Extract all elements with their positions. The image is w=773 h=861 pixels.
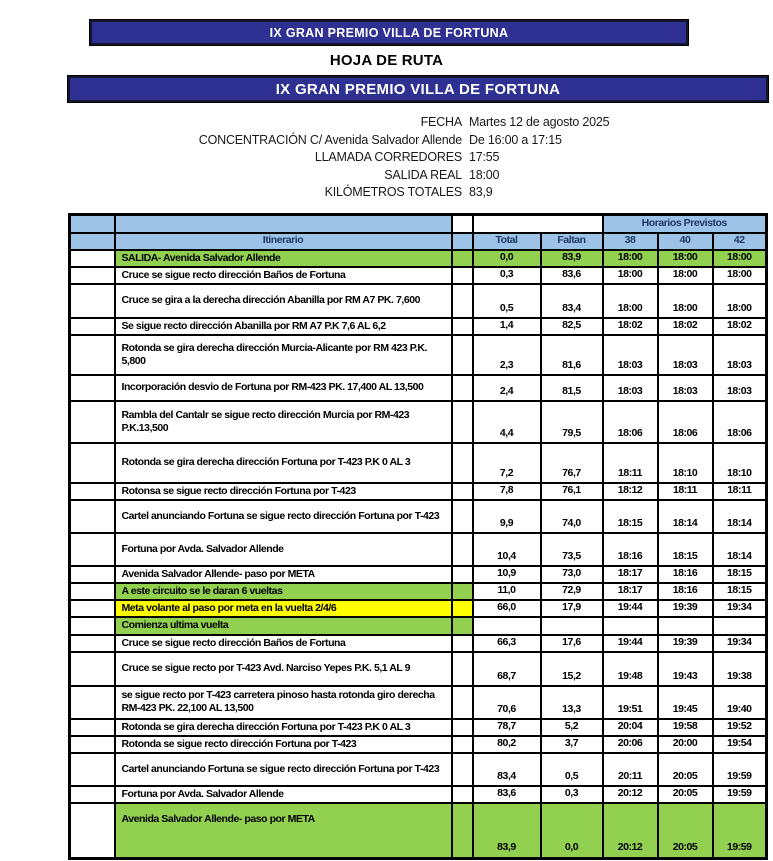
spacer-cell: [452, 635, 473, 652]
table-row: [70, 533, 767, 566]
time-38-cell: 18:06: [603, 401, 658, 443]
time-42-cell: 18:03: [713, 335, 767, 375]
info-line: [0, 167, 773, 185]
time-38-cell: 19:44: [603, 600, 658, 617]
totals-spacer-header: [473, 215, 603, 233]
time-42-cell: 19:34: [713, 635, 767, 652]
spacer-cell: [452, 600, 473, 617]
itinerary-cell: Fortuna por Avda. Salvador Allende: [115, 786, 452, 803]
time-38-cell: 20:06: [603, 736, 658, 753]
time-42-cell: 18:00: [713, 267, 767, 284]
marker-column-header: [70, 215, 115, 233]
horarios-previstos-header: Horarios Previstos: [603, 215, 767, 233]
banner-second: [68, 76, 768, 102]
total-cell: 68,7: [473, 652, 541, 686]
time-42-cell: 18:15: [713, 566, 767, 583]
info-value: 18:00: [469, 167, 500, 182]
time-42-cell: 18:11: [713, 483, 767, 500]
total-cell: [473, 617, 541, 634]
table-row: [70, 500, 767, 533]
total-cell: 2,4: [473, 375, 541, 401]
spacer-cell: [452, 284, 473, 318]
spacer-cell: [452, 483, 473, 500]
time-40-cell: 18:16: [658, 566, 713, 583]
time-42-cell: 19:38: [713, 652, 767, 686]
table-row: [70, 600, 767, 617]
time-42-cell: 18:14: [713, 500, 767, 533]
faltan-cell: 0,3: [541, 786, 603, 803]
time-42-cell: 18:15: [713, 583, 767, 600]
total-column-header: Total: [473, 233, 541, 250]
spacer-cell: [452, 335, 473, 375]
row-marker-cell: [70, 284, 115, 318]
table-row: [70, 635, 767, 652]
time-38-cell: 18:17: [603, 566, 658, 583]
time-40-cell: 18:03: [658, 375, 713, 401]
faltan-cell: 76,1: [541, 483, 603, 500]
time-38-cell: 18:02: [603, 318, 658, 335]
itinerary-cell: se sigue recto por T-423 carretera pinoso hasta rotonda giro derecha RM-423 PK. 22,100 AL 13,500: [115, 686, 452, 719]
total-cell: 10,4: [473, 533, 541, 566]
info-label: LLAMADA CORREDORES: [314, 150, 462, 164]
row-marker-cell: [70, 736, 115, 753]
itinerary-cell: SALIDA- Avenida Salvador Allende: [115, 250, 452, 267]
time-42-cell: 18:06: [713, 401, 767, 443]
total-cell: 66,0: [473, 600, 541, 617]
total-cell: 2,3: [473, 335, 541, 375]
total-cell: 4,4: [473, 401, 541, 443]
time-38-cell: 18:00: [603, 284, 658, 318]
faltan-cell: 17,9: [541, 600, 603, 617]
spacer-cell: [452, 583, 473, 600]
itinerary-cell: Cruce se sigue recto dirección Baños de Fortuna: [115, 267, 452, 284]
spacer-cell: [452, 753, 473, 786]
faltan-cell: 83,4: [541, 284, 603, 318]
time-40-cell: 18:15: [658, 533, 713, 566]
spacer-cell: [452, 250, 473, 267]
total-cell: 1,4: [473, 318, 541, 335]
row-marker-cell: [70, 250, 115, 267]
time-42-cell: 19:59: [713, 753, 767, 786]
time-40-column-header: 40: [658, 233, 713, 250]
time-38-cell: 20:11: [603, 753, 658, 786]
row-marker-cell: [70, 635, 115, 652]
table-row: [70, 753, 767, 786]
row-marker-cell: [70, 375, 115, 401]
spacer-column-header: [452, 215, 473, 233]
banner-top: [90, 20, 688, 45]
faltan-cell: 82,5: [541, 318, 603, 335]
time-42-cell: 18:10: [713, 443, 767, 483]
total-cell: 7,8: [473, 483, 541, 500]
faltan-cell: 73,5: [541, 533, 603, 566]
time-40-cell: 18:16: [658, 583, 713, 600]
time-40-cell: 18:03: [658, 335, 713, 375]
itinerary-column-header: Itinerario: [115, 233, 452, 250]
time-40-cell: 18:02: [658, 318, 713, 335]
spacer-cell: [452, 500, 473, 533]
faltan-cell: 83,6: [541, 267, 603, 284]
faltan-cell: [541, 617, 603, 634]
route-table-body: [70, 250, 767, 859]
time-40-cell: 19:39: [658, 635, 713, 652]
table-row: [70, 375, 767, 401]
row-marker-cell: [70, 335, 115, 375]
faltan-cell: 5,2: [541, 719, 603, 736]
table-row: [70, 583, 767, 600]
total-cell: 11,0: [473, 583, 541, 600]
faltan-cell: 81,5: [541, 375, 603, 401]
time-40-cell: 20:05: [658, 753, 713, 786]
total-cell: 9,9: [473, 500, 541, 533]
itinerary-column-spacer: [115, 215, 452, 233]
row-marker-cell: [70, 803, 115, 858]
banner-top-title: IX GRAN PREMIO VILLA DE FORTUNA: [269, 25, 509, 40]
table-row: [70, 786, 767, 803]
time-38-cell: 18:15: [603, 500, 658, 533]
spacer-cell: [452, 267, 473, 284]
itinerary-cell: Se sigue recto dirección Abanilla por RM A7 P.K 7,6 AL 6,2: [115, 318, 452, 335]
time-42-cell: 19:54: [713, 736, 767, 753]
faltan-cell: 0,5: [541, 753, 603, 786]
table-row: [70, 566, 767, 583]
total-cell: 83,6: [473, 786, 541, 803]
faltan-cell: 0,0: [541, 803, 603, 858]
info-value: 17:55: [469, 150, 500, 164]
time-38-cell: 19:44: [603, 635, 658, 652]
row-marker-cell: [70, 566, 115, 583]
time-42-cell: 19:34: [713, 600, 767, 617]
table-row: [70, 483, 767, 500]
spacer-cell: [452, 652, 473, 686]
itinerary-cell: Avenida Salvador Allende- paso por META: [115, 803, 452, 858]
table-header-row: [70, 233, 767, 250]
time-42-column-header: 42: [713, 233, 767, 250]
itinerary-cell: Cruce se sigue recto dirección Baños de Fortuna: [115, 635, 452, 652]
total-cell: 83,4: [473, 753, 541, 786]
row-marker-cell: [70, 719, 115, 736]
row-marker-cell: [70, 786, 115, 803]
spacer-cell: [452, 401, 473, 443]
spacer-cell: [452, 786, 473, 803]
time-38-cell: 18:00: [603, 250, 658, 267]
row-marker-cell: [70, 483, 115, 500]
time-40-cell: 19:43: [658, 652, 713, 686]
time-40-cell: 18:06: [658, 401, 713, 443]
spacer-cell: [452, 533, 473, 566]
faltan-cell: 15,2: [541, 652, 603, 686]
info-line: [0, 132, 773, 150]
table-row: [70, 736, 767, 753]
row-marker-cell: [70, 267, 115, 284]
time-38-cell: 19:51: [603, 686, 658, 719]
time-38-cell: 18:16: [603, 533, 658, 566]
time-38-cell: 18:17: [603, 583, 658, 600]
total-cell: 83,9: [473, 803, 541, 858]
row-marker-cell: [70, 533, 115, 566]
itinerary-cell: Cruce se gira a la derecha dirección Abanilla por RM A7 PK. 7,600: [115, 284, 452, 318]
spacer-cell: [452, 719, 473, 736]
banner-second-title: IX GRAN PREMIO VILLA DE FORTUNA: [275, 80, 561, 98]
itinerary-cell: Meta volante al paso por meta en la vuelta 2/4/6: [115, 600, 452, 617]
row-marker-cell: [70, 617, 115, 634]
time-42-cell: 18:02: [713, 318, 767, 335]
time-42-cell: 18:14: [713, 533, 767, 566]
table-row: [70, 686, 767, 719]
time-38-cell: 19:48: [603, 652, 658, 686]
time-40-cell: 20:00: [658, 736, 713, 753]
time-42-cell: 19:59: [713, 786, 767, 803]
time-42-cell: 19:59: [713, 803, 767, 858]
time-40-cell: 19:39: [658, 600, 713, 617]
time-40-cell: 18:10: [658, 443, 713, 483]
itinerary-cell: Fortuna por Avda. Salvador Allende: [115, 533, 452, 566]
faltan-cell: 81,6: [541, 335, 603, 375]
time-42-cell: [713, 617, 767, 634]
table-row: [70, 335, 767, 375]
total-cell: 78,7: [473, 719, 541, 736]
spacer-cell: [452, 803, 473, 858]
table-row: [70, 267, 767, 284]
time-38-cell: 18:03: [603, 375, 658, 401]
itinerary-cell: A este circuito se le daran 6 vueltas: [115, 583, 452, 600]
info-line: [0, 184, 773, 202]
faltan-cell: 83,9: [541, 250, 603, 267]
faltan-cell: 3,7: [541, 736, 603, 753]
info-label: CONCENTRACIÓN C/ Avenida Salvador Allende: [198, 132, 462, 147]
time-38-cell: 18:00: [603, 267, 658, 284]
itinerary-cell: Cruce se sigue recto por T-423 Avd. Narciso Yepes P.K. 5,1 AL 9: [115, 652, 452, 686]
time-42-cell: 18:00: [713, 250, 767, 267]
table-row: [70, 719, 767, 736]
info-line: [0, 149, 773, 167]
faltan-cell: 76,7: [541, 443, 603, 483]
time-40-cell: 18:14: [658, 500, 713, 533]
time-38-cell: 18:11: [603, 443, 658, 483]
time-38-column-header: 38: [603, 233, 658, 250]
total-cell: 0,3: [473, 267, 541, 284]
table-row: [70, 318, 767, 335]
time-40-cell: 18:00: [658, 250, 713, 267]
row-marker-cell: [70, 753, 115, 786]
total-cell: 10,9: [473, 566, 541, 583]
info-value: 83,9: [469, 185, 493, 199]
table-row: [70, 443, 767, 483]
total-cell: 0,5: [473, 284, 541, 318]
itinerary-cell: Rambla del Cantalr se sigue recto dirección Murcia por RM-423 P.K.13,500: [115, 401, 452, 443]
time-42-cell: 18:03: [713, 375, 767, 401]
info-value: Martes 12 de agosto 2025: [469, 115, 610, 129]
row-marker-cell: [70, 318, 115, 335]
time-40-cell: 19:45: [658, 686, 713, 719]
itinerary-cell: Rotonda se gira derecha dirección Murcia-Alicante por RM 423 P.K. 5,800: [115, 335, 452, 375]
time-40-cell: 19:58: [658, 719, 713, 736]
time-40-cell: 18:11: [658, 483, 713, 500]
time-38-cell: 18:12: [603, 483, 658, 500]
time-40-cell: 18:00: [658, 284, 713, 318]
table-row: [70, 617, 767, 634]
info-label: KILÓMETROS TOTALES: [324, 185, 462, 199]
time-40-cell: 18:00: [658, 267, 713, 284]
faltan-cell: 72,9: [541, 583, 603, 600]
time-42-cell: 19:40: [713, 686, 767, 719]
info-line: [0, 114, 773, 132]
marker-column-header: [70, 233, 115, 250]
total-cell: 80,2: [473, 736, 541, 753]
table-row: [70, 401, 767, 443]
spacer-cell: [452, 375, 473, 401]
table-row: [70, 284, 767, 318]
row-marker-cell: [70, 443, 115, 483]
info-label: SALIDA REAL: [384, 167, 462, 182]
row-marker-cell: [70, 500, 115, 533]
time-38-cell: 20:12: [603, 803, 658, 858]
row-marker-cell: [70, 583, 115, 600]
itinerary-cell: Rotonda se gira derecha dirección Fortuna por T-423 P.K 0 AL 3: [115, 719, 452, 736]
row-marker-cell: [70, 652, 115, 686]
row-marker-cell: [70, 401, 115, 443]
itinerary-cell: Incorporación desvio de Fortuna por RM-423 PK. 17,400 AL 13,500: [115, 375, 452, 401]
faltan-cell: 17,6: [541, 635, 603, 652]
total-cell: 70,6: [473, 686, 541, 719]
time-38-cell: 20:04: [603, 719, 658, 736]
spacer-column-header: [452, 233, 473, 250]
total-cell: 7,2: [473, 443, 541, 483]
table-row: [70, 803, 767, 858]
row-marker-cell: [70, 686, 115, 719]
spacer-cell: [452, 736, 473, 753]
itinerary-cell: Cartel anunciando Fortuna se sigue recto dirección Fortuna por T-423: [115, 500, 452, 533]
info-value: De 16:00 a 17:15: [469, 132, 562, 147]
spacer-cell: [452, 686, 473, 719]
time-42-cell: 19:52: [713, 719, 767, 736]
table-group-header-row: [70, 215, 767, 233]
itinerary-cell: Cartel anunciando Fortuna se sigue recto dirección Fortuna por T-423: [115, 753, 452, 786]
row-marker-cell: [70, 600, 115, 617]
itinerary-cell: Comienza ultima vuelta: [115, 617, 452, 634]
faltan-cell: 73,0: [541, 566, 603, 583]
table-row: [70, 250, 767, 267]
time-38-cell: [603, 617, 658, 634]
itinerary-cell: Rotonda se gira derecha dirección Fortuna por T-423 P.K 0 AL 3: [115, 443, 452, 483]
faltan-cell: 13,3: [541, 686, 603, 719]
info-label: FECHA: [420, 115, 462, 129]
spacer-cell: [452, 318, 473, 335]
faltan-cell: 74,0: [541, 500, 603, 533]
total-cell: 66,3: [473, 635, 541, 652]
time-40-cell: 20:05: [658, 803, 713, 858]
page-subtitle: HOJA DE RUTA: [329, 52, 444, 69]
table-row: [70, 652, 767, 686]
faltan-cell: 79,5: [541, 401, 603, 443]
time-38-cell: 20:12: [603, 786, 658, 803]
info-block: [0, 114, 773, 202]
time-40-cell: [658, 617, 713, 634]
total-cell: 0,0: [473, 250, 541, 267]
time-40-cell: 20:05: [658, 786, 713, 803]
route-table: [68, 213, 768, 860]
itinerary-cell: Rotonda se sigue recto dirección Fortuna por T-423: [115, 736, 452, 753]
time-38-cell: 18:03: [603, 335, 658, 375]
spacer-cell: [452, 566, 473, 583]
time-42-cell: 18:00: [713, 284, 767, 318]
itinerary-cell: Avenida Salvador Allende- paso por META: [115, 566, 452, 583]
faltan-column-header: Faltan: [541, 233, 603, 250]
spacer-cell: [452, 617, 473, 634]
itinerary-cell: Rotonsa se sigue recto dirección Fortuna por T-423: [115, 483, 452, 500]
spacer-cell: [452, 443, 473, 483]
